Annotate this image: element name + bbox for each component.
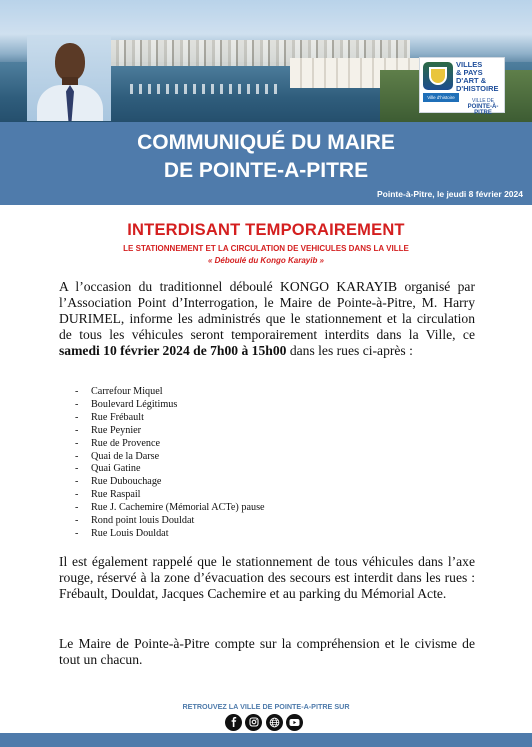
list-item: - Rue Raspail	[75, 489, 375, 502]
mayor-portrait	[27, 35, 111, 121]
list-item: - Rue Louis Douldat	[75, 528, 375, 541]
facebook-icon[interactable]	[225, 714, 242, 731]
footer-bar	[0, 733, 532, 747]
list-item: - Rue J. Cachemire (Mémorial ACTe) pause	[75, 502, 375, 515]
announcement-subtitle: LE STATIONNEMENT ET LA CIRCULATION DE VEHICULES DANS LA VILLE	[123, 244, 409, 253]
list-item: - Rue de Provence	[75, 438, 375, 451]
list-item: - Rue Frébault	[75, 412, 375, 425]
list-item: - Quai Gatine	[75, 463, 375, 476]
page-title-line2: DE POINTE-A-PITRE	[163, 159, 369, 182]
social-links	[225, 712, 303, 732]
list-item: - Carrefour Miquel	[75, 386, 375, 399]
list-item: - Rond point louis Douldat	[75, 515, 375, 528]
reminder-paragraph: Il est également rappelé que le stationnement de tous véhicules dans l’axe rouge, réservé à la zone d’évacuation des secours est interdit dans les rues : Frébault, Douldat, Jacques Cachemire et au parking du Mémorial Acte.	[59, 554, 475, 601]
marina-boats	[130, 84, 280, 94]
announcement-event: « Déboulé du Kongo Karayib »	[207, 256, 324, 265]
list-item: - Rue Peynier	[75, 425, 375, 438]
instagram-icon[interactable]	[245, 714, 262, 731]
intro-paragraph: A l’occasion du traditionnel déboulé KONGO KARAYIB organisé par l’Association Point d’Interrogation, le Maire de Pointe-à-Pitre, M. Harry DURIMEL, informe les administrés que le stationnement et la circulation de tous les véhicules seront temporairement interdits dans la Ville, ce samedi 10 février 2024 de 7h00 à 15h00 dans les rues ci-après :	[59, 279, 475, 358]
communique-date: Pointe-à-Pitre, le jeudi 8 février 2024	[377, 189, 523, 199]
list-item: - Rue Dubouchage	[75, 476, 375, 489]
header-photo-banner	[0, 0, 532, 122]
announcement-title: INTERDISANT TEMPORAIREMENT	[127, 221, 405, 239]
logo-label: VILLES & PAYS D'ART & D'HISTOIRE	[456, 60, 499, 93]
logo-sub-label: Ville d'histoire	[423, 93, 459, 102]
footer-follow-text: RETROUVEZ LA VILLE DE POINTE-A-PITRE SUR	[182, 702, 350, 711]
list-item: - Boulevard Légitimus	[75, 399, 375, 412]
portrait-head	[55, 43, 85, 81]
header-band	[0, 122, 532, 205]
closing-paragraph: Le Maire de Pointe-à-Pitre compte sur la compréhension et le civisme de tout un chacun.	[59, 636, 475, 667]
event-datetime: samedi 10 février 2024 de 7h00 à 15h00	[59, 343, 287, 358]
city-logo	[419, 57, 505, 116]
logo-city-label: VILLE DE POINTE-À-PITRE	[467, 98, 499, 116]
street-list	[75, 386, 375, 541]
page-title	[0, 129, 532, 185]
youtube-icon[interactable]	[286, 714, 303, 731]
page-title-line1: COMMUNIQUÉ DU MAIRE	[137, 131, 395, 154]
web-globe-icon[interactable]	[266, 714, 283, 731]
city-crest-icon	[423, 62, 453, 90]
list-item: - Quai de la Darse	[75, 451, 375, 464]
